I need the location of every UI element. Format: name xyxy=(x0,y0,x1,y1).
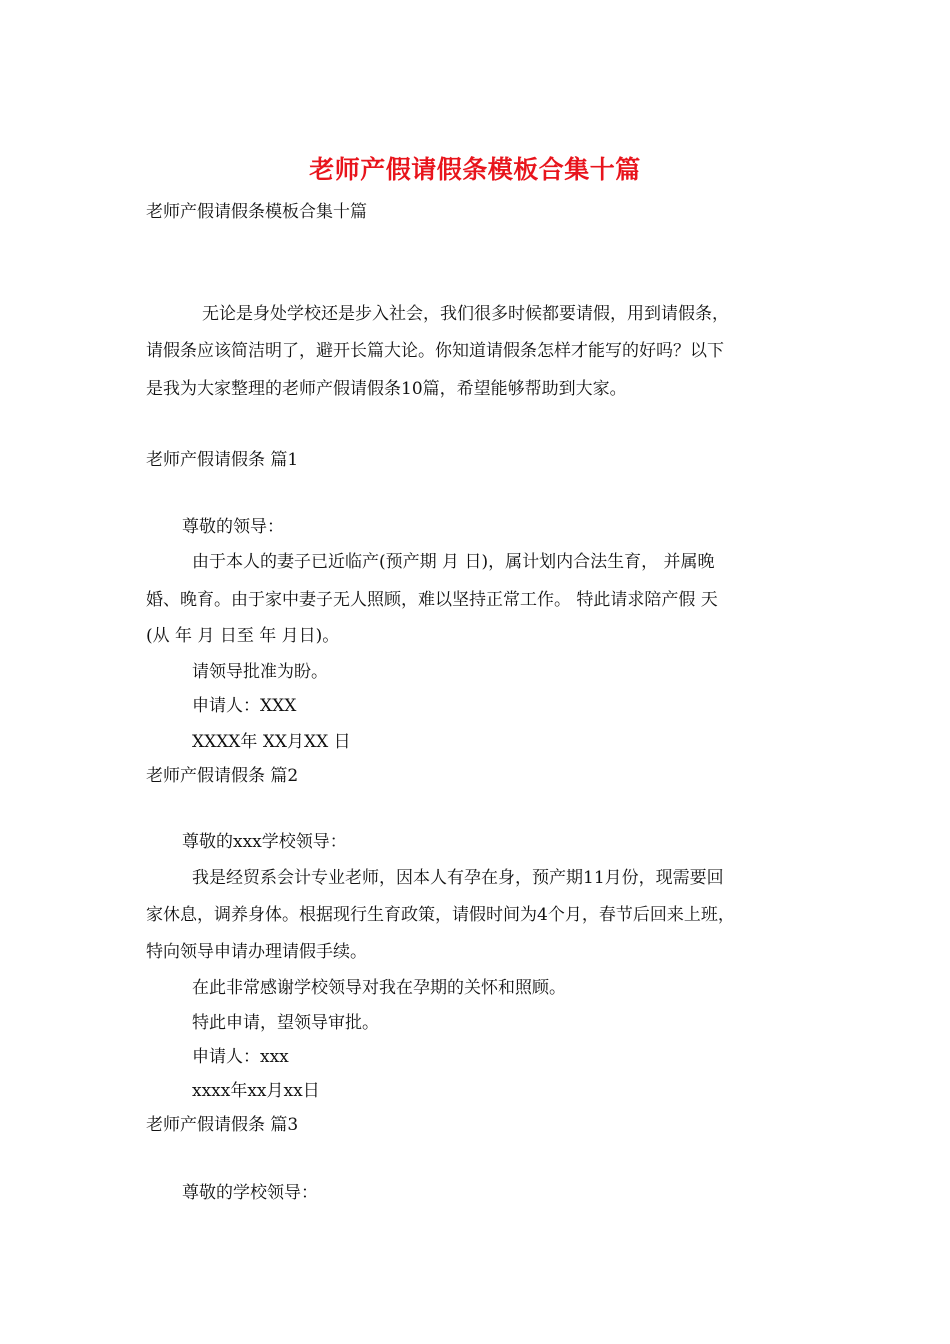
section2-heading: 老师产假请假条 篇2 xyxy=(146,766,299,786)
section2-request: 特此申请，望领导审批。 xyxy=(192,1013,379,1033)
section1-heading: 老师产假请假条 篇1 xyxy=(146,450,299,470)
section2-body-line-1: 我是经贸系会计专业老师，因本人有孕在身，预产期11月份，现需要回 xyxy=(192,868,724,888)
section1-body-line-2: 婚、晚育。由于家中妻子无人照顾，难以坚持正常工作。 特此请求陪产假 天 xyxy=(146,590,718,610)
section2-applicant: 申请人：xxx xyxy=(192,1047,289,1067)
section1-date: XXXX年 XX月XX 日 xyxy=(192,732,351,752)
section2-salutation: 尊敬的xxx学校领导： xyxy=(182,832,347,852)
section3-heading: 老师产假请假条 篇3 xyxy=(146,1115,299,1135)
section2-date: xxxx年xx月xx日 xyxy=(192,1081,320,1101)
intro-line-3: 是我为大家整理的老师产假请假条10篇，希望能够帮助到大家。 xyxy=(146,379,627,399)
document-title: 老师产假请假条模板合集十篇 xyxy=(309,155,641,184)
section1-body-line-1: 由于本人的妻子已近临产(预产期 月 日)，属计划内合法生育， 并属晚 xyxy=(192,552,715,572)
document-subtitle: 老师产假请假条模板合集十篇 xyxy=(146,202,367,222)
section3-salutation: 尊敬的学校领导： xyxy=(182,1183,318,1203)
intro-line-1: 无论是身处学校还是步入社会，我们很多时候都要请假，用到请假条， xyxy=(202,304,729,324)
section1-applicant: 申请人：XXX xyxy=(192,696,297,716)
section2-body-line-2: 家休息，调养身体。根据现行生育政策，请假时间为4个月，春节后回来上班， xyxy=(146,905,735,925)
intro-line-2: 请假条应该简洁明了，避开长篇大论。你知道请假条怎样才能写的好吗？以下 xyxy=(146,341,724,361)
section1-request: 请领导批准为盼。 xyxy=(192,662,328,682)
section1-body-line-3: (从 年 月 日至 年 月日)。 xyxy=(146,626,340,646)
section2-body-line-3: 特向领导申请办理请假手续。 xyxy=(146,942,367,962)
section2-thanks: 在此非常感谢学校领导对我在孕期的关怀和照顾。 xyxy=(192,978,566,998)
section1-salutation: 尊敬的领导： xyxy=(182,517,284,537)
